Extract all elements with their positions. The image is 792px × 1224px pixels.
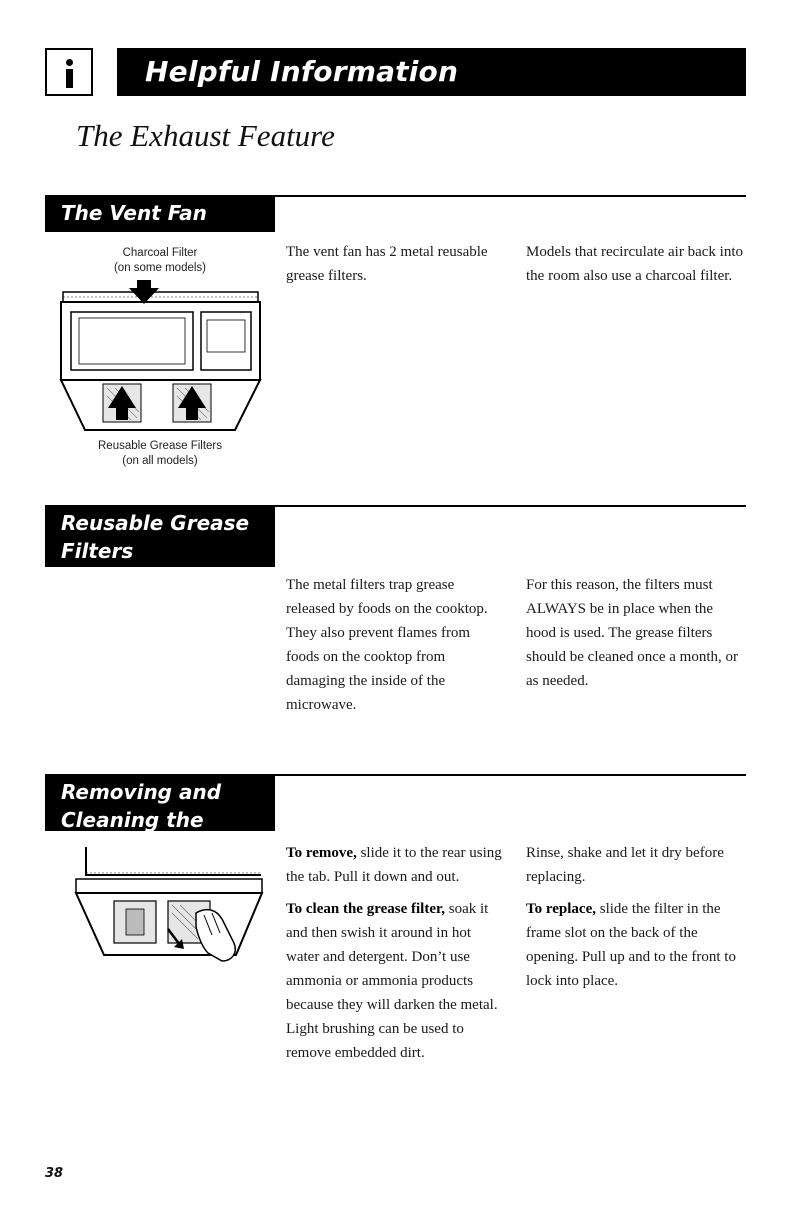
section-label-vent-fan: The Vent Fan [45,195,275,232]
header-title: Helpful Information [117,48,746,96]
page-title: The Exhaust Feature [76,118,335,153]
microwave-filters-figure [55,245,265,470]
filter-removal-illustration [56,843,266,983]
body-text: To remove, slide it to the rear using the tab. Pull it down and out. To clean the grease filter, soak it and then swish it around in hot water and detergent. Don’t use ammonia or ammonia products because they will darken the metal. Light brushing can be used to remove embedded dirt. [286,845,502,1061]
body-text: For this reason, the filters must ALWAYS be in place when the hood is used. The grease filters should be cleaned once a month, or as needed. [526,577,739,689]
figure-caption: Reusable Grease Filters [98,440,222,452]
microwave-illustration [55,280,265,440]
body-text: Models that recirculate air back into the room also use a charcoal filter. [526,244,743,284]
figure-caption: (on all models) [122,455,198,467]
page-number: 38 [45,1166,64,1181]
figure-caption: Charcoal Filter [122,247,198,259]
figure-caption: (on some models) [113,262,207,274]
section-label-removing: Removing and Cleaning the Filter [45,774,275,831]
info-icon [45,48,93,96]
section-label-grease-filters: Reusable Grease Filters [45,505,275,567]
body-text: The vent fan has 2 metal reusable grease filters. [286,244,488,284]
body-text: Rinse, shake and let it dry before replacing. To replace, slide the filter in the frame slot on the back of the opening. Pull up and to the front to lock into place. [526,845,736,989]
body-text: The metal filters trap grease released by foods on the cooktop. They also prevent flames from foods on the cooktop from damaging the inside of the microwave. [286,577,488,713]
